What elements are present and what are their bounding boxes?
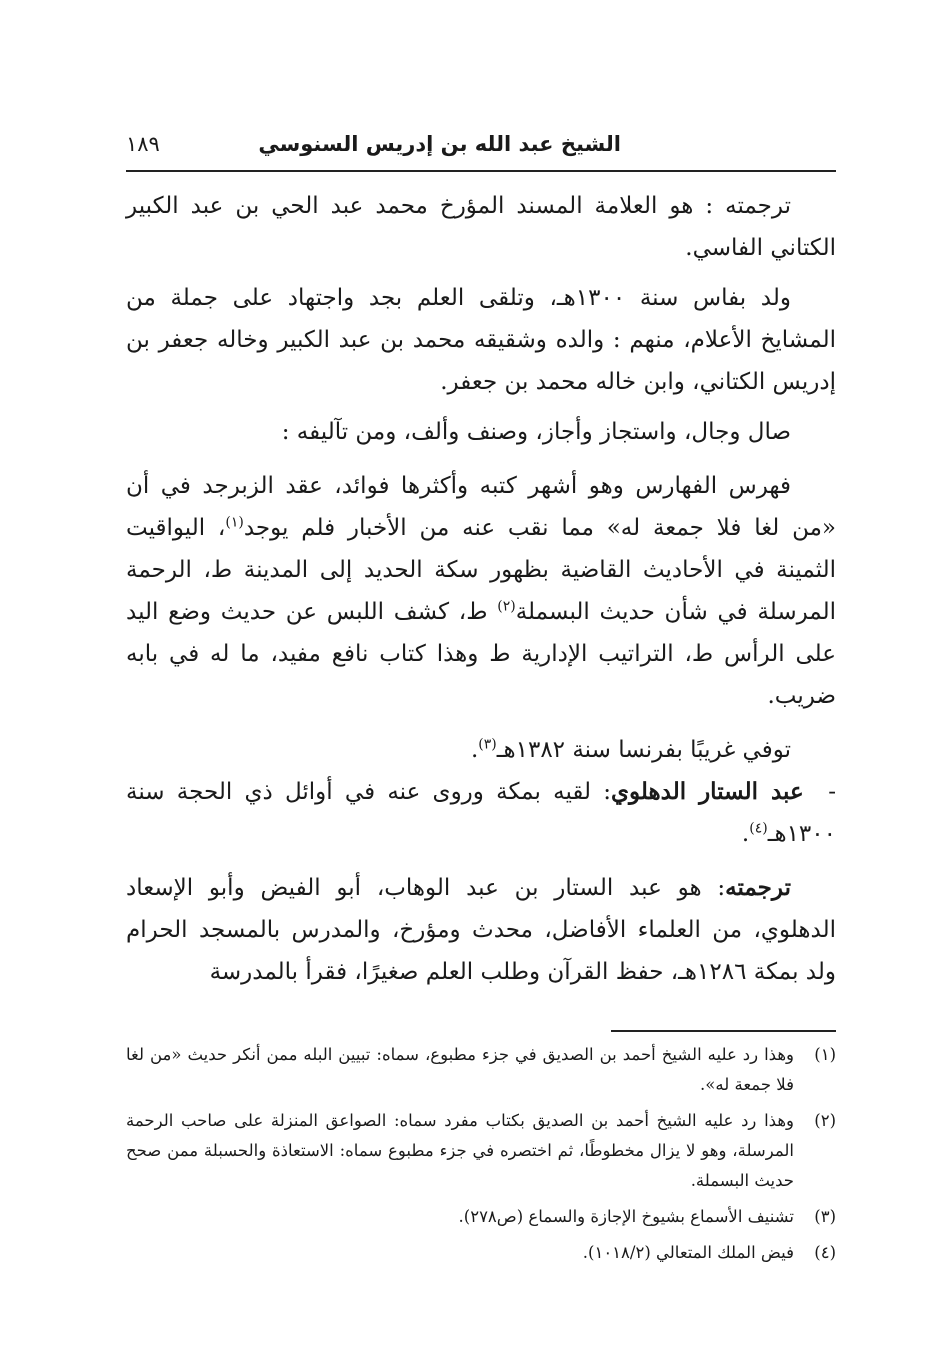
footnote-1: [126, 1040, 836, 1100]
paragraph-biography-dahlawi: ترجمته: هو عبد الستار بن عبد الوهاب، أبو الفيض وأبو الإسعاد الدهلوي، من العلماء الأفاضل، محدث ومؤرخ، والمدرس بالمسجد الحرام ولد بمكة ١٢٨٦هـ، حفظ القرآن وطلب العلم صغيرًا، فقرأ بالمدرسة: [126, 874, 836, 985]
footnote-text: وهذا رد عليه الشيخ أحمد بن الصديق في جزء مطبوع، سماه: تبيين البله ممن أنكر حديث «من لغا فلا جمعة له».: [126, 1045, 794, 1094]
footnote-3: [126, 1202, 836, 1232]
footnotes: [126, 1040, 836, 1274]
page-number: ١٨٩: [126, 132, 160, 156]
paragraph-birth: ولد بفاس سنة ١٣٠٠هـ، وتلقى العلم بجد واجتهاد على جملة من المشايخ الأعلام، منهم : والده وشقيقه محمد بن عبد الكبير وخاله جعفر بن إدريس الكتاني، وابن خاله محمد بن جعفر.: [126, 285, 836, 395]
footnote-2: [126, 1106, 836, 1196]
header-rule: [126, 170, 836, 172]
paragraph-works-list: فهرس الفهارس وهو أشهر كتبه وأكثرها فوائد، عقد الزبرجد في أن «من لغا فلا جمعة له» مما نقب عنه من الأخبار فلم يوجد$^{(١)}$، اليواقيت الثمينة في الأحاديث القاضية بظهور سكة الحديد إلى المدينة ط، الرحمة المرسلة في شأن حديث البسملة$^{(٢)}$ ط، كشف اللبس عن حديث وضع اليد على الرأس ط، التراتيب الإدارية ط وهذا كتاب نافع مفيد، ما له في بابه ضريب.: [126, 473, 836, 709]
footnote-number: (٣): [814, 1207, 836, 1226]
footnote-ref-1[interactable]: (١): [225, 514, 244, 531]
footnote-rule: [611, 1030, 836, 1032]
entry-abd-al-sattar: - عبد الستار الدهلوي: لقيه بمكة وروى عنه في أوائل ذي الحجة سنة ١٣٠٠هـ$^{(٤)}$.: [126, 778, 837, 847]
footnote-ref-3[interactable]: (٣): [478, 736, 497, 753]
paragraph-biography-intro: ترجمته : هو العلامة المسند المؤرخ محمد عبد الحي بن عبد الكبير الكتاني الفاسي.: [126, 193, 836, 261]
footnote-number: (٤): [814, 1243, 836, 1262]
footnote-number: (١): [814, 1045, 836, 1064]
footnote-number: (٢): [814, 1111, 836, 1130]
paragraph-works-intro: صال وجال، واستجاز وأجاز، وصنف وألف، ومن تآليفه :: [281, 419, 791, 445]
paragraph-death: توفي غريبًا بفرنسا سنة ١٣٨٢هـ$^{(٣)}$.: [470, 736, 791, 763]
biography-label: ترجمته: [725, 874, 791, 901]
entry-dash: -: [828, 779, 837, 805]
footnote-text: تشنيف الأسماع بشيوخ الإجازة والسماع (ص٢٧٨).: [458, 1207, 794, 1226]
footnote-ref-4[interactable]: (٤): [749, 820, 768, 837]
footnote-4: [126, 1238, 836, 1268]
footnote-ref-2[interactable]: (٢): [497, 598, 516, 615]
running-title: الشيخ عبد الله بن إدريس السنوسي: [258, 132, 621, 156]
entry-name: عبد الستار الدهلوي: [611, 778, 804, 805]
footnote-text: فيض الملك المتعالي (١٠١٨/٢).: [582, 1243, 794, 1262]
footnote-text: وهذا رد عليه الشيخ أحمد بن الصديق بكتاب مفرد سماه: الصواعق المنزلة على صاحب الرحمة المرسلة، وهو لا يزال مخطوطًا، ثم اختصره في جزء مطبوع سماه: الاستعاذة والحسبلة ممن صحح حديث البسملة.: [126, 1111, 794, 1190]
running-header: [126, 128, 836, 168]
main-text: [126, 185, 836, 993]
